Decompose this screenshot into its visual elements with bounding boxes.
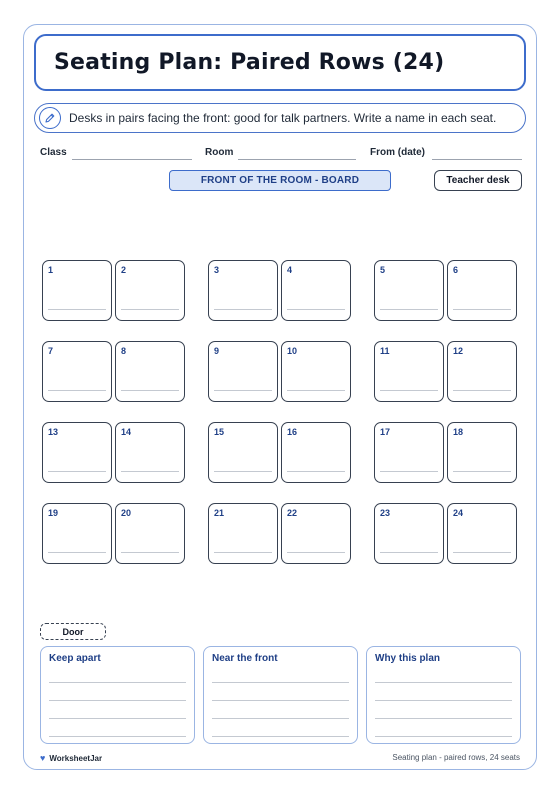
writing-line[interactable]: [49, 718, 186, 719]
name-line[interactable]: [287, 309, 345, 310]
name-line[interactable]: [287, 552, 345, 553]
name-line[interactable]: [453, 390, 511, 391]
desk-number: 7: [48, 346, 54, 356]
desk-number: 10: [287, 346, 298, 356]
front-board: FRONT OF THE ROOM - BOARD: [169, 170, 391, 191]
name-line[interactable]: [453, 309, 511, 310]
writing-line[interactable]: [49, 736, 186, 737]
desk-seat[interactable]: [447, 260, 517, 321]
desk-number: 8: [121, 346, 127, 356]
title-box: [34, 34, 526, 91]
writing-line[interactable]: [212, 718, 349, 719]
desk-number: 4: [287, 265, 293, 275]
desk-number: 18: [453, 427, 464, 437]
name-line[interactable]: [121, 552, 179, 553]
door: Door: [40, 623, 106, 640]
desk-seat[interactable]: [115, 503, 185, 564]
desk-number: 12: [453, 346, 464, 356]
name-line[interactable]: [48, 309, 106, 310]
desk-seat[interactable]: [281, 260, 351, 321]
desk-seat[interactable]: [374, 503, 444, 564]
desk-number: 14: [121, 427, 132, 437]
desk-seat[interactable]: [208, 341, 278, 402]
writing-line[interactable]: [375, 718, 512, 719]
from-date-label: From (date): [370, 147, 425, 158]
desk-seat[interactable]: [115, 341, 185, 402]
desk-number: 5: [380, 265, 386, 275]
writing-line[interactable]: [49, 682, 186, 683]
name-line[interactable]: [214, 471, 272, 472]
desk-seat[interactable]: [115, 260, 185, 321]
desk-number: 20: [121, 508, 132, 518]
page-title: Seating Plan: Paired Rows (24): [54, 50, 445, 75]
writing-line[interactable]: [212, 682, 349, 683]
desk-seat[interactable]: [208, 260, 278, 321]
desk-number: 2: [121, 265, 127, 275]
desk-number: 6: [453, 265, 459, 275]
name-line[interactable]: [214, 309, 272, 310]
name-line[interactable]: [214, 552, 272, 553]
why-plan-box: [366, 646, 521, 744]
writing-line[interactable]: [375, 700, 512, 701]
desk-seat[interactable]: [281, 503, 351, 564]
desk-seat[interactable]: [281, 422, 351, 483]
name-line[interactable]: [48, 471, 106, 472]
desk-seat[interactable]: [208, 503, 278, 564]
writing-line[interactable]: [49, 700, 186, 701]
name-line[interactable]: [380, 390, 438, 391]
teacher-desk: Teacher desk: [434, 170, 522, 191]
desk-seat[interactable]: [115, 422, 185, 483]
keep-apart-title: Keep apart: [49, 653, 101, 664]
name-line[interactable]: [380, 552, 438, 553]
footer-note: Seating plan - paired rows, 24 seats: [392, 753, 520, 762]
brand-name: WorksheetJar: [49, 753, 103, 763]
desk-number: 19: [48, 508, 59, 518]
name-line[interactable]: [121, 390, 179, 391]
name-line[interactable]: [453, 471, 511, 472]
name-line[interactable]: [214, 390, 272, 391]
desk-seat[interactable]: [447, 503, 517, 564]
class-field[interactable]: [72, 159, 192, 160]
desk-number: 1: [48, 265, 54, 275]
desk-seat[interactable]: [374, 422, 444, 483]
desk-number: 22: [287, 508, 298, 518]
room-field[interactable]: [238, 159, 356, 160]
details-row: [24, 147, 538, 163]
desk-seat[interactable]: [447, 422, 517, 483]
desk-seat[interactable]: [447, 341, 517, 402]
name-line[interactable]: [48, 552, 106, 553]
name-line[interactable]: [287, 471, 345, 472]
desk-number: 17: [380, 427, 391, 437]
desk-seat[interactable]: [208, 422, 278, 483]
desk-number: 9: [214, 346, 220, 356]
name-line[interactable]: [48, 390, 106, 391]
name-line[interactable]: [287, 390, 345, 391]
instructions-text: Desks in pairs facing the front: good for talk partners. Write a name in each seat.: [69, 111, 497, 125]
name-line[interactable]: [453, 552, 511, 553]
name-line[interactable]: [121, 471, 179, 472]
keep-apart-box: [40, 646, 195, 744]
desk-number: 13: [48, 427, 59, 437]
desk-number: 16: [287, 427, 298, 437]
worksheet-sheet: [23, 24, 537, 770]
name-line[interactable]: [380, 309, 438, 310]
desk-seat[interactable]: [42, 503, 112, 564]
desk-seat[interactable]: [42, 260, 112, 321]
desk-seat[interactable]: [374, 341, 444, 402]
desk-seat[interactable]: [42, 422, 112, 483]
heart-icon: ♥: [40, 753, 46, 763]
desk-number: 3: [214, 265, 220, 275]
writing-line[interactable]: [212, 736, 349, 737]
writing-line[interactable]: [375, 736, 512, 737]
instructions-box: [34, 103, 526, 133]
name-line[interactable]: [380, 471, 438, 472]
desk-seat[interactable]: [281, 341, 351, 402]
desk-number: 24: [453, 508, 464, 518]
class-label: Class: [40, 147, 67, 158]
footer-brand: [40, 753, 102, 763]
pencil-icon: [39, 107, 61, 129]
desk-number: 15: [214, 427, 225, 437]
room-label: Room: [205, 147, 234, 158]
desk-number: 21: [214, 508, 225, 518]
desk-seat[interactable]: [374, 260, 444, 321]
why-plan-title: Why this plan: [375, 653, 440, 664]
desk-seat[interactable]: [42, 341, 112, 402]
near-front-title: Near the front: [212, 653, 278, 664]
from-date-field[interactable]: [432, 159, 522, 160]
desk-number: 23: [380, 508, 391, 518]
writing-line[interactable]: [212, 700, 349, 701]
name-line[interactable]: [121, 309, 179, 310]
near-front-box: [203, 646, 358, 744]
desk-number: 11: [380, 346, 390, 356]
writing-line[interactable]: [375, 682, 512, 683]
